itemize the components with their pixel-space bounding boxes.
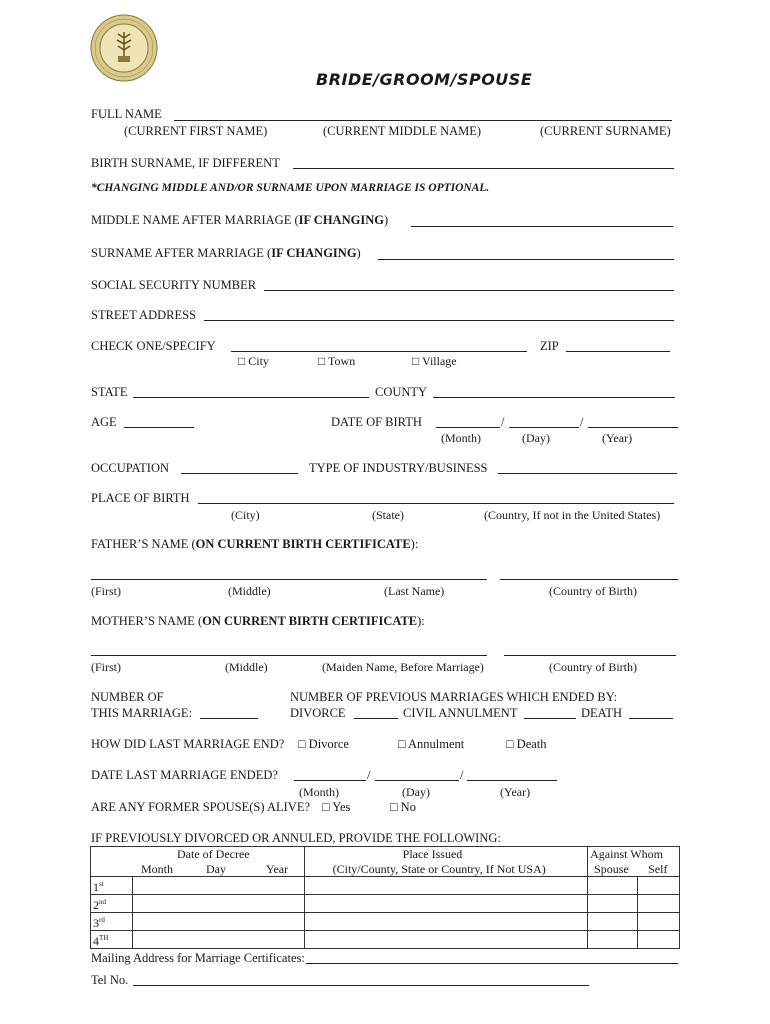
place-cell[interactable] — [304, 913, 587, 931]
civil-annulment-label: CIVIL ANNULMENT — [403, 706, 518, 720]
date-cell[interactable] — [132, 877, 304, 895]
mailing-address-field[interactable] — [306, 963, 678, 964]
birth-surname-field[interactable] — [293, 168, 674, 169]
city-checkbox[interactable]: □ City — [238, 354, 269, 368]
mother-country-caption: (Country of Birth) — [549, 660, 637, 674]
alive-label: ARE ANY FORMER SPOUSE(S) ALIVE? — [91, 800, 311, 814]
dob-day-field[interactable] — [509, 427, 579, 428]
check-one-label: CHECK ONE/SPECIFY — [91, 339, 216, 353]
death-checkbox[interactable]: □ Death — [506, 737, 547, 751]
spouse-header: Spouse — [594, 862, 629, 876]
county-field[interactable] — [433, 397, 675, 398]
table-row — [91, 895, 680, 913]
age-label: AGE — [91, 415, 117, 429]
spouse-cell[interactable] — [588, 931, 638, 949]
dob-month-caption: (Month) — [441, 431, 481, 445]
dob-year-field[interactable] — [588, 427, 678, 428]
dob-day-caption: (Day) — [522, 431, 550, 445]
form-title: BRIDE/GROOM/SPOUSE — [316, 70, 533, 89]
mailing-address-label: Mailing Address for Marriage Certificates: — [91, 951, 305, 965]
spouse-cell[interactable] — [588, 895, 638, 913]
self-cell[interactable] — [638, 895, 680, 913]
table-row — [91, 913, 680, 931]
dob-separator: / — [501, 415, 505, 429]
pob-state-caption: (State) — [372, 508, 404, 522]
date-end-year-field[interactable] — [467, 780, 557, 781]
father-first-caption: (First) — [91, 584, 121, 598]
mother-country-field[interactable] — [504, 655, 676, 656]
place-cell[interactable] — [304, 877, 587, 895]
father-name-label: FATHER’S NAME (ON CURRENT BIRTH CERTIFICATE): — [91, 537, 419, 551]
check-one-field[interactable] — [231, 351, 527, 352]
father-country-caption: (Country of Birth) — [549, 584, 637, 598]
street-address-label: STREET ADDRESS — [91, 308, 196, 322]
industry-label: TYPE OF INDUSTRY/BUSINESS — [309, 461, 488, 475]
dob-label: DATE OF BIRTH — [331, 415, 422, 429]
surname-after-field[interactable] — [378, 259, 674, 260]
date-end-month-caption: (Month) — [299, 785, 339, 799]
birth-surname-label: BIRTH SURNAME, IF DIFFERENT — [91, 156, 280, 170]
dob-separator: / — [580, 415, 584, 429]
how-end-label: HOW DID LAST MARRIAGE END? — [91, 737, 285, 751]
date-end-day-field[interactable] — [375, 780, 459, 781]
surname-after-label: SURNAME AFTER MARRIAGE (IF CHANGING) — [91, 246, 361, 260]
date-cell[interactable] — [132, 895, 304, 913]
ssn-field[interactable] — [264, 290, 674, 291]
town-seal-logo — [90, 14, 158, 82]
self-header: Self — [648, 862, 668, 876]
mother-first-caption: (First) — [91, 660, 121, 674]
day-header: Day — [206, 862, 226, 876]
self-cell[interactable] — [638, 877, 680, 895]
annulment-count-field[interactable] — [524, 718, 576, 719]
current-surname-caption: (CURRENT SURNAME) — [540, 124, 671, 138]
mother-maiden-caption: (Maiden Name, Before Marriage) — [322, 660, 484, 674]
current-first-name-caption: (CURRENT FIRST NAME) — [124, 124, 268, 138]
table-row — [91, 877, 680, 895]
father-middle-caption: (Middle) — [228, 584, 271, 598]
middle-after-label: MIDDLE NAME AFTER MARRIAGE (IF CHANGING) — [91, 213, 389, 227]
date-cell[interactable] — [132, 931, 304, 949]
spouse-cell[interactable] — [588, 913, 638, 931]
tel-label: Tel No. — [91, 973, 129, 987]
number-of-label: NUMBER OF — [91, 690, 164, 704]
row-number: 4TH — [91, 931, 133, 949]
place-issued-header — [304, 847, 587, 877]
divorce-label: DIVORCE — [290, 706, 346, 720]
industry-field[interactable] — [498, 473, 677, 474]
month-header: Month — [141, 862, 174, 876]
place-cell[interactable] — [304, 931, 587, 949]
occupation-label: OCCUPATION — [91, 461, 170, 475]
date-end-year-caption: (Year) — [500, 785, 531, 799]
date-end-separator: / — [460, 768, 464, 782]
no-checkbox[interactable]: □ No — [390, 800, 416, 814]
place-cell[interactable] — [304, 895, 587, 913]
current-middle-name-caption: (CURRENT MIDDLE NAME) — [323, 124, 482, 138]
dob-year-caption: (Year) — [602, 431, 633, 445]
row-number: 3rd — [91, 913, 133, 931]
father-name-field[interactable] — [91, 579, 487, 580]
self-cell[interactable] — [638, 913, 680, 931]
row-number: 1st — [91, 877, 133, 895]
divorced-title: IF PREVIOUSLY DIVORCED OR ANNULED, PROVIDE THE FOLLOWING: — [91, 831, 501, 845]
village-checkbox[interactable]: □ Village — [412, 354, 457, 368]
ssn-label: SOCIAL SECURITY NUMBER — [91, 278, 257, 292]
against-whom-label: Against Whom — [590, 847, 663, 861]
divorce-count-field[interactable] — [354, 718, 398, 719]
middle-after-field[interactable] — [411, 226, 673, 227]
state-field[interactable] — [133, 397, 369, 398]
pob-field[interactable] — [198, 503, 674, 504]
date-decree-label: Date of Decree — [177, 847, 250, 861]
annulment-checkbox[interactable]: □ Annulment — [398, 737, 465, 751]
town-checkbox[interactable]: □ Town — [318, 354, 356, 368]
this-marriage-field[interactable] — [200, 718, 258, 719]
state-label: STATE — [91, 385, 128, 399]
occupation-field[interactable] — [181, 473, 298, 474]
death-label: DEATH — [581, 706, 622, 720]
pob-city-caption: (City) — [231, 508, 260, 522]
death-count-field[interactable] — [629, 718, 673, 719]
full-name-label: FULL NAME — [91, 107, 162, 121]
table-row — [91, 931, 680, 949]
against-whom-header — [588, 847, 680, 877]
previous-marriages-label: NUMBER OF PREVIOUS MARRIAGES WHICH ENDED BY: — [290, 690, 618, 704]
pob-label: PLACE OF BIRTH — [91, 491, 190, 505]
zip-field[interactable] — [566, 351, 670, 352]
date-decree-header — [91, 847, 305, 877]
place-issued-label: Place Issued — [402, 847, 463, 861]
divorce-table — [90, 846, 680, 949]
zip-label: ZIP — [540, 339, 559, 353]
county-label: COUNTY — [375, 385, 428, 399]
mother-name-field[interactable] — [91, 655, 487, 656]
father-country-field[interactable] — [500, 579, 678, 580]
age-field[interactable] — [124, 427, 194, 428]
street-address-field[interactable] — [204, 320, 674, 321]
optional-note: *CHANGING MIDDLE AND/OR SURNAME UPON MARRIAGE IS OPTIONAL. — [91, 182, 490, 194]
row-number: 2nd — [91, 895, 133, 913]
table-header-row — [91, 847, 680, 877]
date-end-day-caption: (Day) — [402, 785, 430, 799]
spouse-cell[interactable] — [588, 877, 638, 895]
date-cell[interactable] — [132, 913, 304, 931]
self-cell[interactable] — [638, 931, 680, 949]
place-issued-sub: (City/County, State or Country, If Not USA) — [332, 862, 546, 876]
mother-name-label: MOTHER’S NAME (ON CURRENT BIRTH CERTIFICATE): — [91, 614, 425, 628]
father-last-caption: (Last Name) — [384, 584, 445, 598]
yes-checkbox[interactable]: □ Yes — [322, 800, 351, 814]
date-end-separator: / — [367, 768, 371, 782]
year-header: Year — [266, 862, 289, 876]
full-name-field[interactable] — [174, 120, 672, 121]
mother-middle-caption: (Middle) — [225, 660, 268, 674]
this-marriage-label: THIS MARRIAGE: — [91, 706, 193, 720]
pob-country-caption: (Country, If not in the United States) — [484, 508, 661, 522]
tel-field[interactable] — [133, 985, 589, 986]
dob-month-field[interactable] — [436, 427, 500, 428]
divorce-checkbox[interactable]: □ Divorce — [298, 737, 349, 751]
date-end-label: DATE LAST MARRIAGE ENDED? — [91, 768, 278, 782]
date-end-month-field[interactable] — [294, 780, 366, 781]
